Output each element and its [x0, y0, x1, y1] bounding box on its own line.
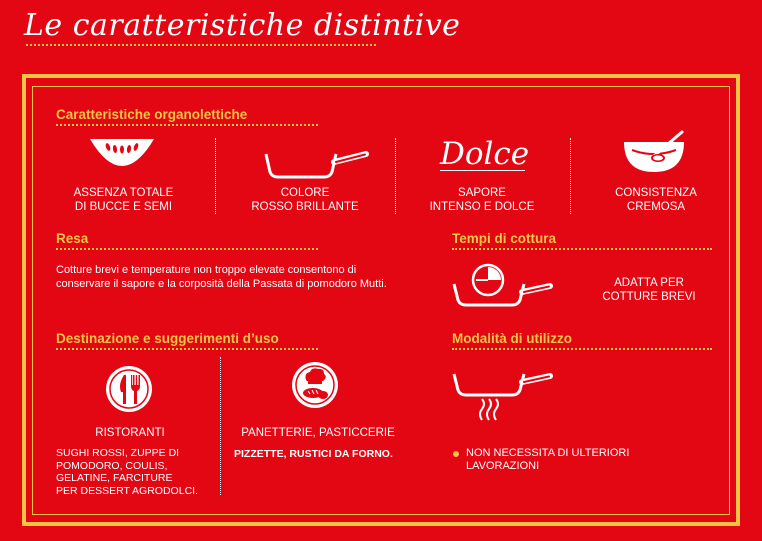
section-heading-tempi: Tempi di cottura [452, 231, 557, 246]
panetterie-text: PIZZETTE, RUSTICI DA FORNO. [234, 448, 393, 460]
pan-heat-icon [450, 368, 554, 424]
caption-line: DI BUCCE E SEMI [74, 201, 173, 213]
heading-underline [56, 248, 318, 250]
section-heading-modalita: Modalità di utilizzo [452, 331, 572, 346]
section-heading-resa: Resa [56, 231, 89, 246]
bullet-icon [453, 451, 459, 457]
bowl-smile-icon [84, 133, 160, 173]
text-line: NON NECESSITA DI ULTERIORI [466, 447, 630, 459]
caption-assenza [56, 186, 191, 214]
caption-cotture [590, 276, 708, 304]
dolce-script-icon: Dolce [440, 136, 530, 172]
label-panetterie: PANETTERIE, PASTICCERIE [241, 427, 395, 439]
caption-line: CREMOSA [626, 201, 686, 213]
text-line: PER DESSERT AGRODOLCI. [56, 484, 198, 497]
label-ristoranti: RISTORANTI [95, 427, 165, 439]
heading-underline [452, 248, 712, 250]
caption-line: ASSENZA TOTALE [73, 187, 174, 199]
text-line: conservare il sapore e la corposità della Passata di pomodoro Mutti. [56, 278, 387, 290]
caption-colore [240, 186, 370, 214]
heading-underline [56, 348, 318, 350]
ristoranti-text [56, 447, 226, 497]
caption-line: SAPORE [458, 187, 506, 199]
caption-consistenza [595, 186, 717, 214]
page-title: Le caratteristiche distintive [24, 8, 461, 43]
section-heading-destinazione: Destinazione e suggerimenti d’uso [56, 331, 279, 346]
text-line: Cotture brevi e temperature non troppo elevate consentono di [56, 264, 357, 276]
caption-line: COLORE [280, 187, 330, 199]
text-line: GELATINE, FARCITURE [56, 472, 173, 484]
text-line: LAVORAZIONI [466, 460, 540, 472]
text-line: SUGHI ROSSI, ZUPPE DI [56, 447, 180, 459]
bowl-whisk-icon [620, 128, 692, 174]
caption-line: ADATTA PER [614, 277, 684, 289]
caption-line: ROSSO BRILLANTE [251, 201, 359, 213]
caption-line: CONSISTENZA [615, 187, 697, 199]
resa-text [56, 263, 436, 291]
caption-line: INTENSO E DOLCE [429, 201, 535, 213]
baker-bread-icon [290, 360, 340, 410]
section-heading-organolettiche: Caratteristiche organolettiche [56, 107, 248, 122]
caption-sapore [412, 186, 552, 214]
divider [570, 138, 571, 214]
text-line: POMODORO, COULIS, [56, 459, 168, 472]
divider [395, 138, 396, 214]
modalita-text [466, 447, 676, 473]
divider [215, 138, 216, 214]
heading-underline [452, 348, 712, 350]
dolce-underline [440, 170, 525, 171]
frying-pan-icon [262, 146, 372, 180]
caption-line: COTTURE BREVI [602, 291, 696, 303]
fork-knife-icon [104, 364, 154, 414]
heading-underline [56, 124, 318, 126]
divider [220, 357, 221, 495]
pan-clock-icon [450, 262, 554, 308]
title-underline [26, 44, 376, 46]
